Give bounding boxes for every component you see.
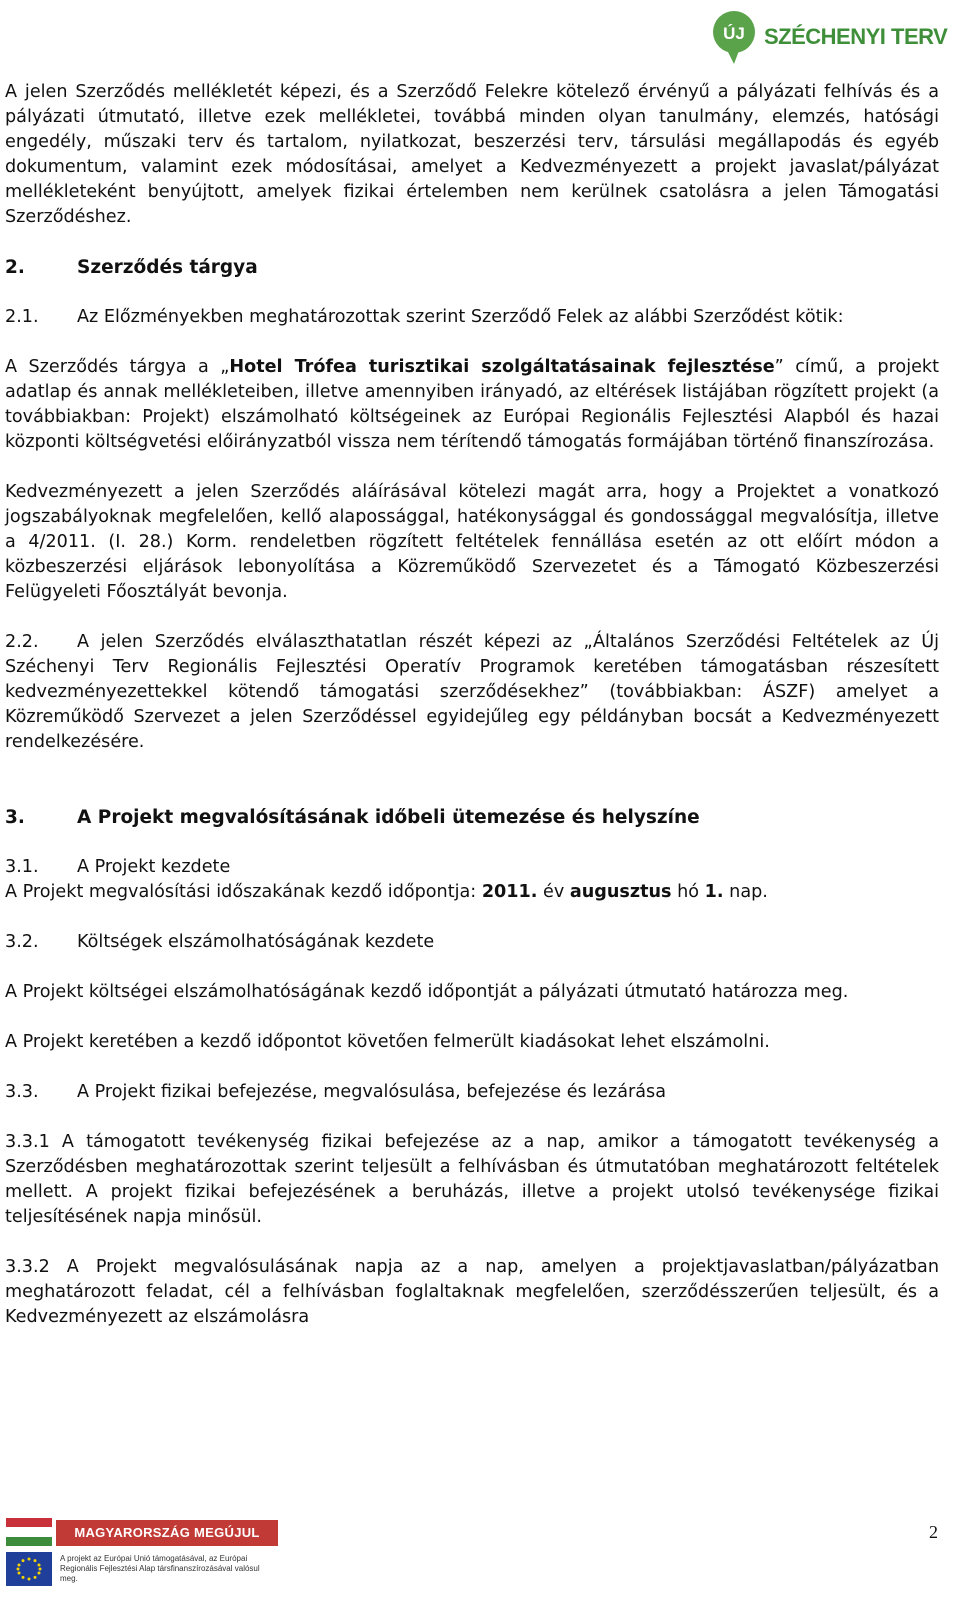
cost-eligibility-paragraph: A Projekt költségei elszámolhatóságának kezdő időpontját a pályázati útmutató határozza meg. xyxy=(5,982,849,1002)
project-title: Hotel Trófea turisztikai szolgáltatásainak fejlesztése xyxy=(229,357,775,377)
section-number: 2.1. xyxy=(5,307,39,327)
paragraph-3-3-2: 3.3.2 A Projekt megvalósulásának napja az a nap, amelyen a projektjavaslatban/pályázatban meghatározott feladat, cél a felhívásban foglaltaknak megfelelően, szerződésszerűen teljesült, és a Kedvezményezett az elszámolásra xyxy=(5,1257,939,1327)
section-3-1-heading: 3.1. A Projekt kezdete xyxy=(5,857,231,877)
section-3-2-heading: 3.2. Költségek elszámolhatóságának kezdete xyxy=(5,932,435,952)
eu-flag-icon xyxy=(6,1552,52,1586)
szechenyi-terv-logo xyxy=(708,8,948,78)
eu-funding-note: A projekt az Európai Unió támogatásával, az Európai Regionális Fejlesztési Alap társfinanszírozásával valósul meg. xyxy=(60,1554,260,1583)
footer-logo xyxy=(6,1518,278,1594)
beneficiary-paragraph: Kedvezményezett a jelen Szerződés aláírásával kötelezi magát arra, hogy a Projektet a vonatkozó jogszabályoknak megfelelően, kellő alapossággal, hatékonysággal és gondossággal megvalósítja, illetve a 4/2011. (I. 28.) Korm. rendeletben rögzített feltételek fennállása esetén az ott előírt módon a közbeszerzési eljárások lebonyolítása a Közreműködő Szervezetet és a Támogató Közbeszerzési Felügyeleti Főosztályát bevonja. xyxy=(5,482,939,602)
intro-paragraph: A jelen Szerződés mellékletét képezi, és a Szerződő Felekre kötelező érvényű a pályázati felhívás és a pályázati útmutató, illetve ezek mellékletei, továbbá minden olyan tanulmány, elemzés, hatósági engedély, műszaki terv és tartalom, nyilatkozat, beszerzési terv, társulási megállapodás és egyéb dokumentum, valamint ezek módosításai, amelyet a Kedvezményezett a projekt javaslat/pályázat mellékleteként benyújtott, amelyek fizikai értelemben nem kerülnek csatolásra a jelen Támogatási Szerződéshez. xyxy=(5,82,939,227)
footer-banner: MAGYARORSZÁG MEGÚJUL xyxy=(56,1520,278,1546)
paragraph-3-3-1: 3.3.1 A támogatott tevékenység fizikai befejezése az a nap, amikor a támogatott tevékenység a Szerződésben meghatározottak szerint teljesült a felhívásban és útmutatóban meghatározott feltételek mellett. A projekt fizikai befejezésének a beruházás, illetve a projekt utolsó tevékenysége fizikai teljesítésének napja minősül. xyxy=(5,1132,939,1227)
logo-brand-text: SZÉCHENYI TERV xyxy=(764,24,948,49)
expenses-paragraph: A Projekt keretében a kezdő időpontot követően felmerült kiadásokat lehet elszámolni. xyxy=(5,1032,770,1052)
logo-mark-text: ÚJ xyxy=(723,24,745,43)
document-body xyxy=(5,80,939,1330)
section-3-heading xyxy=(5,805,939,830)
speech-bubble-logo-icon xyxy=(710,10,758,66)
section-3-3-heading: 3.3. A Projekt fizikai befejezése, megvalósulása, befejezése és lezárása xyxy=(5,1082,666,1102)
section-title: Szerződés tárgya xyxy=(77,257,258,278)
hungarian-flag-icon xyxy=(6,1518,52,1546)
paragraph-2-2: 2.2. A jelen Szerződés elválaszthatatlan részét képezi az „Általános Szerződési Feltételek az Új Széchenyi Terv Regionális Fejlesztési Operatív Programok keretében támogatásban részesített kedvezményezettekkel kötendő támogatási szerződésekhez” (továbbiakban: ÁSZF) amelyet a Közreműködő Szervezet a jelen Szerződéssel egyidejűleg egy példányban bocsát a Kedvezményezett rendelkezésére. xyxy=(5,632,939,752)
section-title: A Projekt megvalósításának időbeli ütemezése és helyszíne xyxy=(77,807,700,828)
paragraph-2-1: 2.1. Az Előzményekben meghatározottak szerint Szerződő Felek az alábbi Szerződést kötik: xyxy=(5,305,939,330)
subject-paragraph: A Szerződés tárgya a „Hotel Trófea turisztikai szolgáltatásainak fejlesztése” című, a projekt adatlap és annak mellékleteiben, illetve amennyiben irányadó, az eltérések listájában rögzített projekt (a továbbiakban: Projekt) elszámolható költségeinek az Európai Regionális Fejlesztési Alapból és hazai központi költségvetési előirányzatból vissza nem térítendő támogatás formájában történő finanszírozása. xyxy=(5,357,939,452)
section-2-heading xyxy=(5,255,939,280)
page-number: 2 xyxy=(929,1522,938,1542)
section-number: 3. xyxy=(5,807,25,828)
project-start-date: A Projekt megvalósítási időszakának kezdő időpontja: 2011. év augusztus hó 1. nap. xyxy=(5,882,768,902)
section-number: 2.2. xyxy=(5,632,39,652)
section-number: 2. xyxy=(5,257,25,278)
